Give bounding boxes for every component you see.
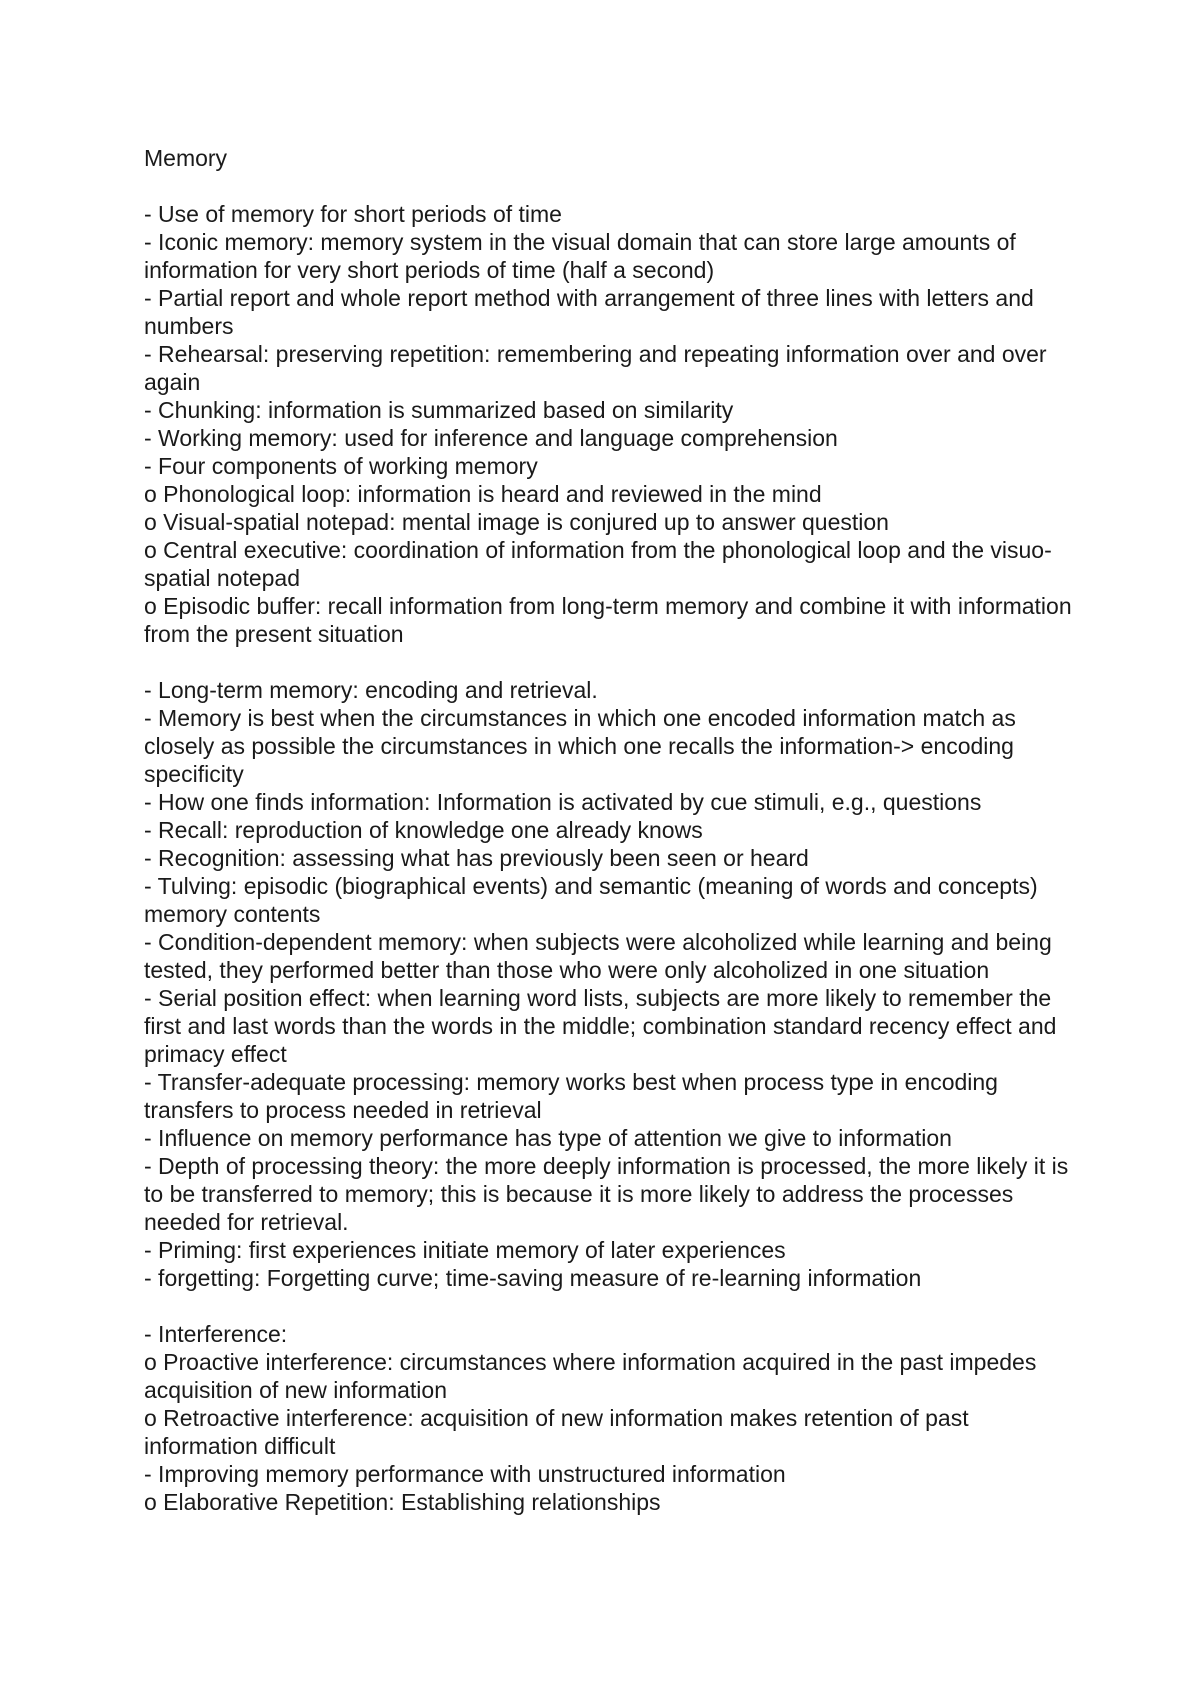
note-line: - Four components of working memory [144, 453, 538, 479]
note-line: - Depth of processing theory: the more deeply information is processed, the more likely it is to be transferred to memory; this is because it is more likely to address the processes needed for retrieval. [144, 1153, 1069, 1235]
document-body [144, 144, 1074, 1516]
note-line: o Episodic buffer: recall information from long-term memory and combine it with information from the present situation [144, 593, 1072, 647]
note-line: - How one finds information: Information is activated by cue stimuli, e.g., questions [144, 789, 982, 815]
note-line: - Chunking: information is summarized based on similarity [144, 397, 734, 423]
note-line: - Interference: [144, 1321, 288, 1347]
note-line: o Elaborative Repetition: Establishing relationships [144, 1489, 661, 1515]
note-line: o Retroactive interference: acquisition of new information makes retention of past information difficult [144, 1405, 969, 1459]
note-line: o Proactive interference: circumstances where information acquired in the past impedes acquisition of new information [144, 1349, 1037, 1403]
note-line: - Influence on memory performance has type of attention we give to information [144, 1125, 952, 1151]
note-line: - Working memory: used for inference and language comprehension [144, 425, 838, 451]
note-line: - Tulving: episodic (biographical events) and semantic (meaning of words and concepts) memory contents [144, 873, 1038, 927]
note-line: - Transfer-adequate processing: memory works best when process type in encoding transfers to process needed in retrieval [144, 1069, 998, 1123]
note-line: - Iconic memory: memory system in the visual domain that can store large amounts of information for very short periods of time (half a second) [144, 229, 1016, 283]
note-line: - Serial position effect: when learning word lists, subjects are more likely to remember the first and last words than the words in the middle; combination standard recency effect and primacy effect [144, 985, 1057, 1067]
note-line: - Condition-dependent memory: when subjects were alcoholized while learning and being tested, they performed better than those who were only alcoholized in one situation [144, 929, 1052, 983]
note-line: - Recall: reproduction of knowledge one already knows [144, 817, 703, 843]
note-line: - forgetting: Forgetting curve; time-saving measure of re-learning information [144, 1265, 922, 1291]
document-title: Memory [144, 145, 228, 171]
note-line: o Central executive: coordination of information from the phonological loop and the visuo-spatial notepad [144, 537, 1052, 591]
section-interference [144, 1320, 1074, 1516]
note-line: o Phonological loop: information is heard and reviewed in the mind [144, 481, 822, 507]
section-short-term-memory [144, 200, 1074, 648]
note-line: - Use of memory for short periods of time [144, 201, 562, 227]
section-long-term-memory [144, 676, 1074, 1292]
note-line: - Priming: first experiences initiate memory of later experiences [144, 1237, 786, 1263]
note-line: o Visual-spatial notepad: mental image is conjured up to answer question [144, 509, 889, 535]
note-line: - Improving memory performance with unstructured information [144, 1461, 786, 1487]
note-line: - Rehearsal: preserving repetition: remembering and repeating information over and over again [144, 341, 1047, 395]
note-line: - Memory is best when the circumstances in which one encoded information match as closely as possible the circumstances in which one recalls the information-> encoding specificity [144, 705, 1016, 787]
note-line: - Recognition: assessing what has previously been seen or heard [144, 845, 809, 871]
note-line: - Long-term memory: encoding and retrieval. [144, 677, 598, 703]
note-line: - Partial report and whole report method with arrangement of three lines with letters and numbers [144, 285, 1034, 339]
